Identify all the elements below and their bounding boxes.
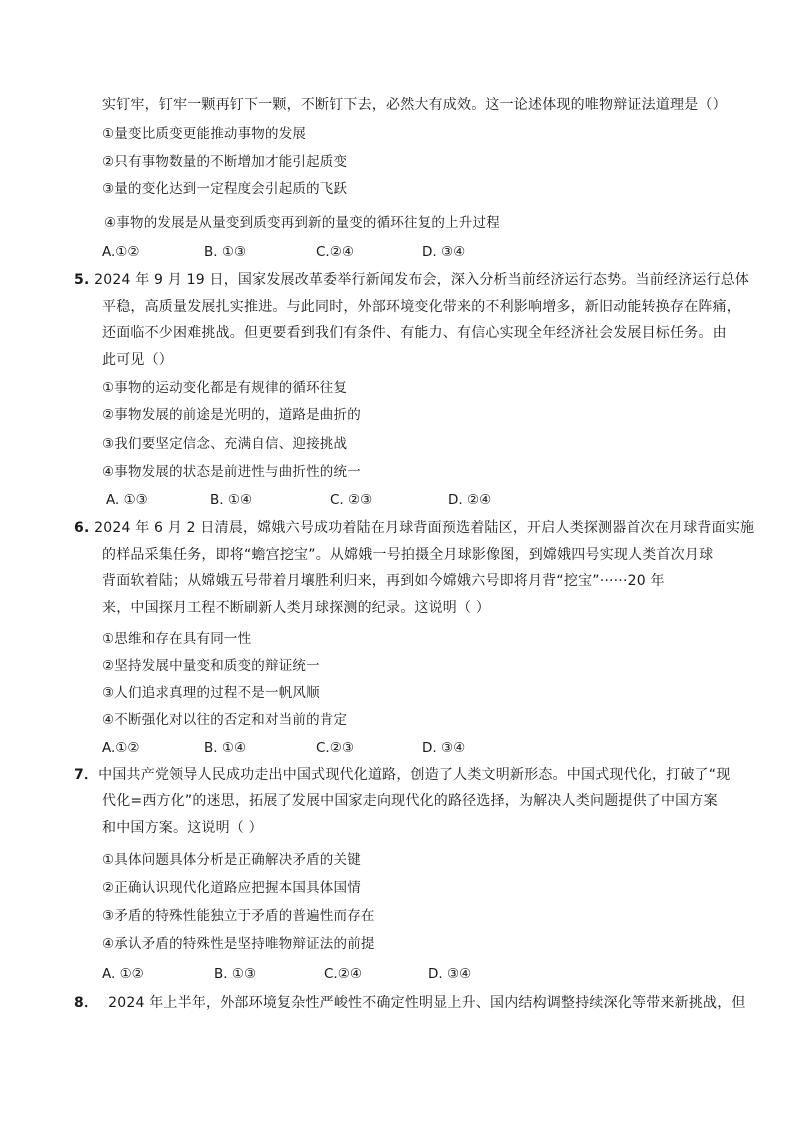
- q4-choice-b[interactable]: B. ①③: [204, 244, 247, 260]
- q6-option-1: ①思维和存在具有同一性: [102, 631, 252, 647]
- q4-choice-a[interactable]: A.①②: [102, 244, 140, 260]
- q7-choice-d[interactable]: D. ③④: [428, 966, 472, 982]
- q7-option-3: ③矛盾的特殊性能独立于矛盾的普遍性而存在: [102, 908, 375, 924]
- q6-option-3: ③人们追求真理的过程不是一帆风顺: [102, 685, 320, 701]
- q4-option-3: ③量的变化达到一定程度会引起质的飞跃: [102, 181, 348, 197]
- q8-number: 8．: [74, 995, 99, 1011]
- q6-option-2: ②坚持发展中量变和质变的辩证统一: [102, 658, 320, 674]
- q5-option-4: ④事物发展的状态是前进性与曲折性的统一: [102, 464, 361, 480]
- q5-stem-text-1: 2024 年 9 月 19 日，国家发展改革委举行新闻发布会，深入分析当前经济运行态势。当前经济运行总体: [94, 272, 750, 288]
- q5-option-1: ①事物的运动变化都是有规律的循环往复: [102, 380, 348, 396]
- q5-stem-line-2: 平稳，高质量发展扎实推进。与此同时，外部环境变化带来的不利影响增多，新旧动能转换存在阵痛，: [102, 299, 741, 315]
- q6-option-4: ④不断强化对以往的否定和对当前的肯定: [102, 712, 348, 728]
- q7-choice-a[interactable]: A. ①②: [102, 966, 144, 982]
- q4-choice-c[interactable]: C.②④: [316, 244, 354, 260]
- q5-choices: [106, 491, 706, 509]
- q4-stem-continuation: 实钉牢，钉牢一颗再钉下一颗，不断钉下去，必然大有成效。这一论述体现的唯物辩证法道理是（）: [102, 97, 727, 113]
- q5-number: 5.: [74, 272, 90, 288]
- q6-choice-d[interactable]: D. ③④: [422, 740, 466, 756]
- q7-choice-c[interactable]: C.②④: [324, 966, 362, 982]
- q7-option-4: ④承认矛盾的特殊性是坚持唯物辩证法的前提: [102, 936, 375, 952]
- q6-stem-line-3: 背面软着陆；从嫦娥五号带着月壤胜利归来，再到如今嫦娥六号即将月背“挖宝”······20 年: [102, 573, 665, 589]
- q7-number: 7．: [74, 767, 99, 783]
- q7-stem-line-1: [74, 766, 730, 784]
- q4-option-1: ①量变比质变更能推动事物的发展: [102, 126, 307, 142]
- q7-option-2: ②正确认识现代化道路应把握本国具体国情: [102, 880, 361, 896]
- q4-choices: [102, 243, 702, 261]
- q5-stem-line-1: [74, 271, 749, 289]
- q7-stem-line-2: 代化=西方化”的迷思，拓展了发展中国家走向现代化的路径选择，为解决人类问题提供了中国方案: [102, 793, 718, 809]
- q5-option-3: ③我们要坚定信念、充满自信、迎接挑战: [102, 436, 348, 452]
- q7-stem-line-3: 和中国方案。这说明（ ）: [102, 820, 263, 836]
- q8-stem-text-1: 2024 年上半年，外部环境复杂性严峻性不确定性明显上升、国内结构调整持续深化等带来新挑战，但: [108, 995, 746, 1011]
- q6-stem-line-1: [74, 519, 754, 537]
- q5-choice-c[interactable]: C. ②③: [330, 492, 373, 508]
- q5-stem-line-3: 还面临不少困难挑战。但更要看到我们有条件、有能力、有信心实现全年经济社会发展目标任务。由: [102, 325, 727, 341]
- q6-choice-c[interactable]: C.②③: [316, 740, 354, 756]
- q6-choice-b[interactable]: B. ①④: [204, 740, 247, 756]
- q7-choices: [102, 965, 702, 983]
- q5-choice-d[interactable]: D. ②④: [448, 492, 492, 508]
- q6-stem-line-4: 来，中国探月工程不断刷新人类月球探测的纪录。这说明（ ）: [102, 600, 491, 616]
- q4-option-2: ②只有事物数量的不断增加才能引起质变: [102, 154, 348, 170]
- q8-stem-line-1: [74, 994, 746, 1012]
- q4-option-4: ④事物的发展是从量变到质变再到新的量变的循环往复的上升过程: [104, 215, 500, 231]
- q6-choice-a[interactable]: A.①②: [102, 740, 140, 756]
- q5-stem-line-4: 此可见（）: [102, 352, 173, 368]
- q7-stem-text-1: 中国共产党领导人民成功走出中国式现代化道路，创造了人类文明新形态。中国式现代化，打破了“现: [98, 767, 731, 783]
- q5-choice-a[interactable]: A. ①③: [106, 492, 148, 508]
- q5-option-2: ②事物发展的前途是光明的，道路是曲折的: [102, 407, 361, 423]
- q5-choice-b[interactable]: B. ①④: [210, 492, 253, 508]
- q6-stem-text-1: 2024 年 6 月 2 日清晨，嫦娥六号成功着陆在月球背面预选着陆区，开启人类探测器首次在月球背面实施: [94, 520, 755, 536]
- q7-choice-b[interactable]: B. ①③: [214, 966, 257, 982]
- q6-number: 6.: [74, 520, 90, 536]
- q6-choices: [102, 739, 702, 757]
- q6-stem-line-2: 的样品采集任务，即将“蟾宫挖宝”。从嫦娥一号拍摄全月球影像图，到嫦娥四号实现人类首次月球: [102, 547, 714, 563]
- q4-choice-d[interactable]: D. ③④: [422, 244, 466, 260]
- q7-option-1: ①具体问题具体分析是正确解决矛盾的关键: [102, 852, 361, 868]
